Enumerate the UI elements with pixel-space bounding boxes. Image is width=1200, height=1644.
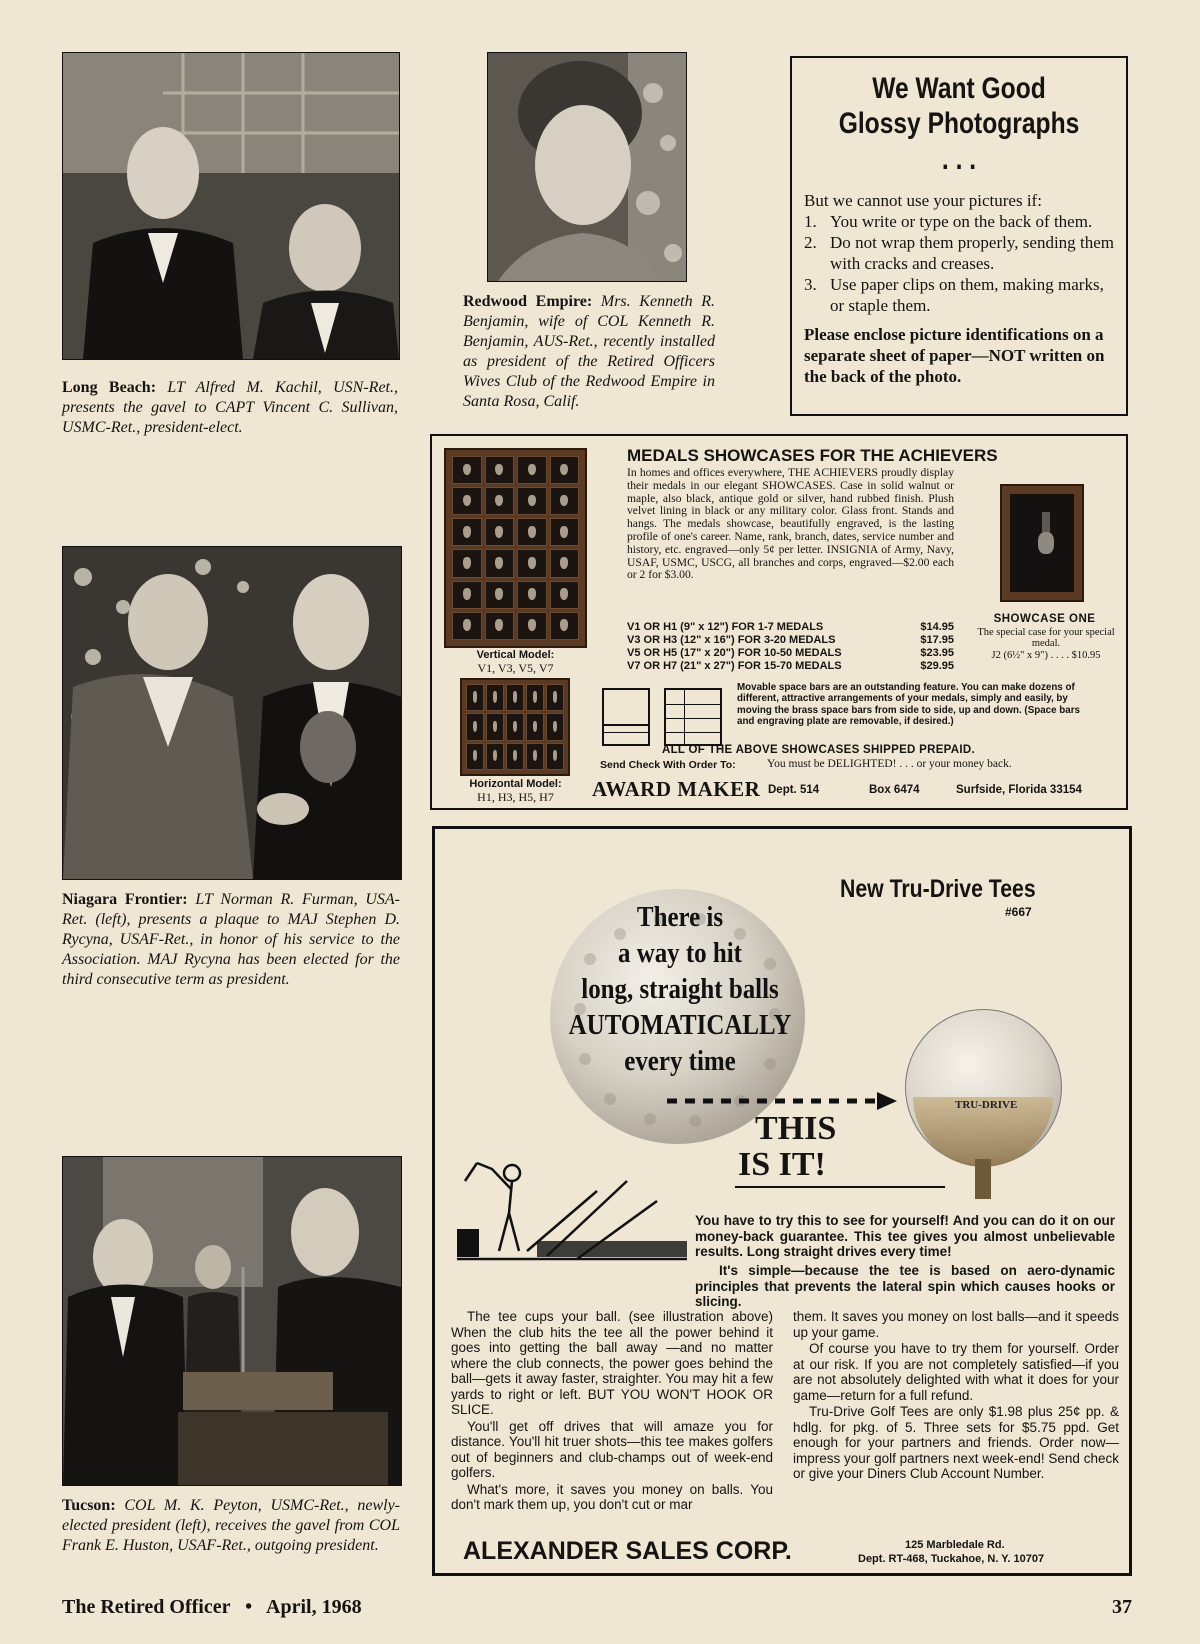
caption-place: Niagara Frontier: xyxy=(62,891,188,908)
ball-line: long, straight balls xyxy=(581,973,779,1005)
ball-headline xyxy=(547,899,814,1079)
medals-body: In homes and offices everywhere, THE ACHIEVERS proudly display their medals in our elegant SHOWCASES. Case in solid walnut or maple, also black, antique gold or silver, hand rubbed finish. Plush velvet lining in black or any military color. Glass front. Stands and hangs. The medals showcase, beautifully engraved, is the lasting profile of one's career. Name, rank, branch, dates, service number and history, etc. engraved—only 5¢ per letter. INSIGNIA of Army, Navy, USAF, USMC, USCG, all branches and corps, engraved—$2.00 each or 2 for $3.00. xyxy=(627,466,954,582)
caption-text: Mrs. Kenneth R. Benjamin, wife of COL Kenneth R. Benjamin, AUS-Ret., recently installed as president of the Retired Officers Wives Club of the Redwood Empire in Santa Rosa, Calif. xyxy=(463,293,716,410)
caption-place: Long Beach: xyxy=(62,379,157,396)
paragraph: Of course you have to try them for yourself. Order at our risk. If you are not completely satisfied—if you are not absolutely delighted with what it does for your game—return for a full refund. xyxy=(793,1341,1119,1403)
showcase-one-image xyxy=(1000,484,1084,602)
this-is-it-underline xyxy=(735,1186,945,1188)
photo-long-beach xyxy=(62,52,400,360)
tee-promo-2: It's simple—because the tee is based on aero-dynamic principles that prevents the lateral spin which causes hooks or slicing. xyxy=(695,1263,1115,1309)
paragraph: The tee cups your ball. (see illustration above) When the club hits the tee all the power behind it goes into getting the ball away —and no matter where the club connects, the power goes behind the ball—gets it away faster, straighter. You may hit a few yards to right or left. BUT YOU WON'T HOOK OR SLICE. xyxy=(451,1309,773,1417)
caption-text: LT Norman R. Furman, USA-Ret. (left), presents a plaque to MAJ Stephen D. Rycyna, USAF-Ret., in honor of his service to the Association. MAJ Rycyna has been elected for the third consecutive term as president. xyxy=(62,891,401,988)
paragraph: them. It saves you money on lost balls—and it speeds up your game. xyxy=(793,1309,1119,1340)
ball-line: a way to hit xyxy=(617,937,743,969)
list-item: 3. Use paper clips on them, making marks, or staple them. xyxy=(804,275,1104,315)
notice-note: Please enclose picture identifications on a separate sheet of paper—NOT written on the back of the photo. xyxy=(804,325,1105,386)
this-is-it-line1: THIS xyxy=(755,1110,837,1147)
caption-long-beach xyxy=(62,378,398,438)
caption-redwood-empire xyxy=(463,292,715,412)
tee-stem xyxy=(975,1159,991,1199)
dashed-arrow-icon xyxy=(667,1091,897,1111)
medals-showcase-ad xyxy=(430,434,1128,810)
notice-rules xyxy=(804,211,1114,316)
spacebar-diagram-2 xyxy=(664,688,722,746)
medals-headline: MEDALS SHOWCASES FOR THE ACHIEVERS xyxy=(627,446,998,465)
list-item: 1. You write or type on the back of them. xyxy=(804,212,1093,231)
tee-body-column-2 xyxy=(793,1309,1119,1483)
price-row: V5 OR H5 (17" x 20") FOR 10-50 MEDALS $23.95 xyxy=(627,647,954,659)
issue-date: April, 1968 xyxy=(266,1596,362,1618)
tee-body-column-1 xyxy=(451,1309,773,1514)
caption-tucson xyxy=(62,1496,400,1556)
price-row: V7 OR H7 (21" x 27") FOR 15-70 MEDALS $29.95 xyxy=(627,660,954,672)
horizontal-showcase-image xyxy=(460,678,570,776)
showcase-one-desc: The special case for your special medal. xyxy=(977,627,1115,649)
vertical-model-list: V1, V3, V5, V7 xyxy=(477,661,554,675)
price-list xyxy=(627,621,954,673)
showcase-one-price: J2 (6½" x 9") . . . . $10.95 xyxy=(991,650,1101,661)
notice-intro: But we cannot use your pictures if: xyxy=(804,191,1042,210)
price-row: V1 OR H1 (9" x 12") FOR 1-7 MEDALS $14.95 xyxy=(627,621,954,633)
page-footer xyxy=(62,1596,1132,1624)
horizontal-model-label: Horizontal Model: xyxy=(469,778,562,790)
tee-ad-title: New Tru-Drive Tees xyxy=(840,875,1036,903)
spacebar-description: Movable space bars are an outstanding feature. You can make dozens of different, attractive arrangements of your medals, simply and easily, by moving the brass space bars from side to side, up and down. (Space bars and engraving plate are removable, if desired.) xyxy=(737,682,1080,728)
tru-drive-tees-ad xyxy=(432,826,1132,1576)
photo-redwood-empire xyxy=(487,52,687,282)
alexander-address-line1: 125 Marbledale Rd. xyxy=(905,1539,1005,1551)
notice-title-line2: Glossy Photographs . . . xyxy=(838,107,1080,176)
award-maker-company: AWARD MAKER xyxy=(592,777,761,801)
price-row: V3 OR H3 (12" x 16") FOR 3-20 MEDALS $17.95 xyxy=(627,634,954,646)
footer-bullet: • xyxy=(245,1596,253,1618)
paragraph: You'll get off drives that will amaze you for distance. You'll hit truer shots—this tee makes golfers out of beginners and club-champs out of week-end golfers. xyxy=(451,1418,773,1480)
caption-text: LT Alfred M. Kachil, USN-Ret., presents the gavel to CAPT Vincent C. Sullivan, USMC-Ret., president-elect. xyxy=(62,379,398,436)
send-check-label: Send Check With Order To: xyxy=(600,759,736,771)
photo-niagara-frontier xyxy=(62,546,402,880)
caption-text: COL M. K. Peyton, USMC-Ret., newly-elected president (left), receives the gavel from COL Frank E. Huston, USAF-Ret., outgoing president. xyxy=(62,1497,401,1554)
showcase-one-title: SHOWCASE ONE xyxy=(993,613,1096,625)
caption-place: Redwood Empire: xyxy=(463,293,593,310)
page-number: 37 xyxy=(1112,1596,1132,1618)
this-is-it-line2: IS IT! xyxy=(738,1146,826,1183)
caption-niagara-frontier xyxy=(62,890,400,990)
alexander-sales-company: ALEXANDER SALES CORP. xyxy=(463,1537,792,1565)
horizontal-model-list: H1, H3, H5, H7 xyxy=(477,790,554,804)
alexander-address-line2: Dept. RT-468, Tuckahoe, N. Y. 10707 xyxy=(858,1553,1045,1565)
ball-line: AUTOMATICALLY xyxy=(568,1009,792,1041)
paragraph: What's more, it saves you money on balls. You don't mark them up, you don't cut or mar xyxy=(451,1481,773,1512)
award-maker-box: Box 6474 xyxy=(869,784,920,796)
list-item: 2. Do not wrap them properly, sending them with cracks and creases. xyxy=(804,233,1114,273)
paragraph: Tru-Drive Golf Tees are only $1.98 plus 25¢ pp. & hdlg. for pkg. of 5. Three sets for $5.75 ppd. Get enough for your partners and friends. Order now—impress your golf partners next week-end! Send check or give your Diners Club Account Number. xyxy=(793,1404,1119,1481)
photo-tucson xyxy=(62,1156,402,1486)
tee-promo: You have to try this to see for yourself! And you can do it on our money-back guarantee. This tee gives you almost unbelievable results. Long straight drives every time! xyxy=(695,1213,1115,1259)
glossy-photos-notice xyxy=(790,56,1128,416)
golfer-icon xyxy=(457,1151,687,1261)
award-maker-dept: Dept. 514 xyxy=(768,784,820,796)
publication-name: The Retired Officer xyxy=(62,1596,231,1618)
notice-title-line1: We Want Good xyxy=(872,72,1046,105)
shipped-prepaid: ALL OF THE ABOVE SHOWCASES SHIPPED PREPAID. xyxy=(662,744,976,756)
vertical-showcase-image xyxy=(444,448,587,648)
spacebar-diagram-1 xyxy=(602,688,650,746)
tee-product-number: #667 xyxy=(1005,905,1032,919)
ball-line: There is xyxy=(636,901,724,933)
money-back-guarantee: You must be DELIGHTED! . . . or your money back. xyxy=(767,758,1012,770)
vertical-model-label: Vertical Model: xyxy=(476,649,555,661)
tee-brand-label: TRU-DRIVE xyxy=(955,1099,1018,1111)
caption-place: Tucson: xyxy=(62,1497,116,1514)
ball-line: every time xyxy=(624,1045,736,1077)
award-maker-address: Surfside, Florida 33154 xyxy=(956,784,1082,796)
